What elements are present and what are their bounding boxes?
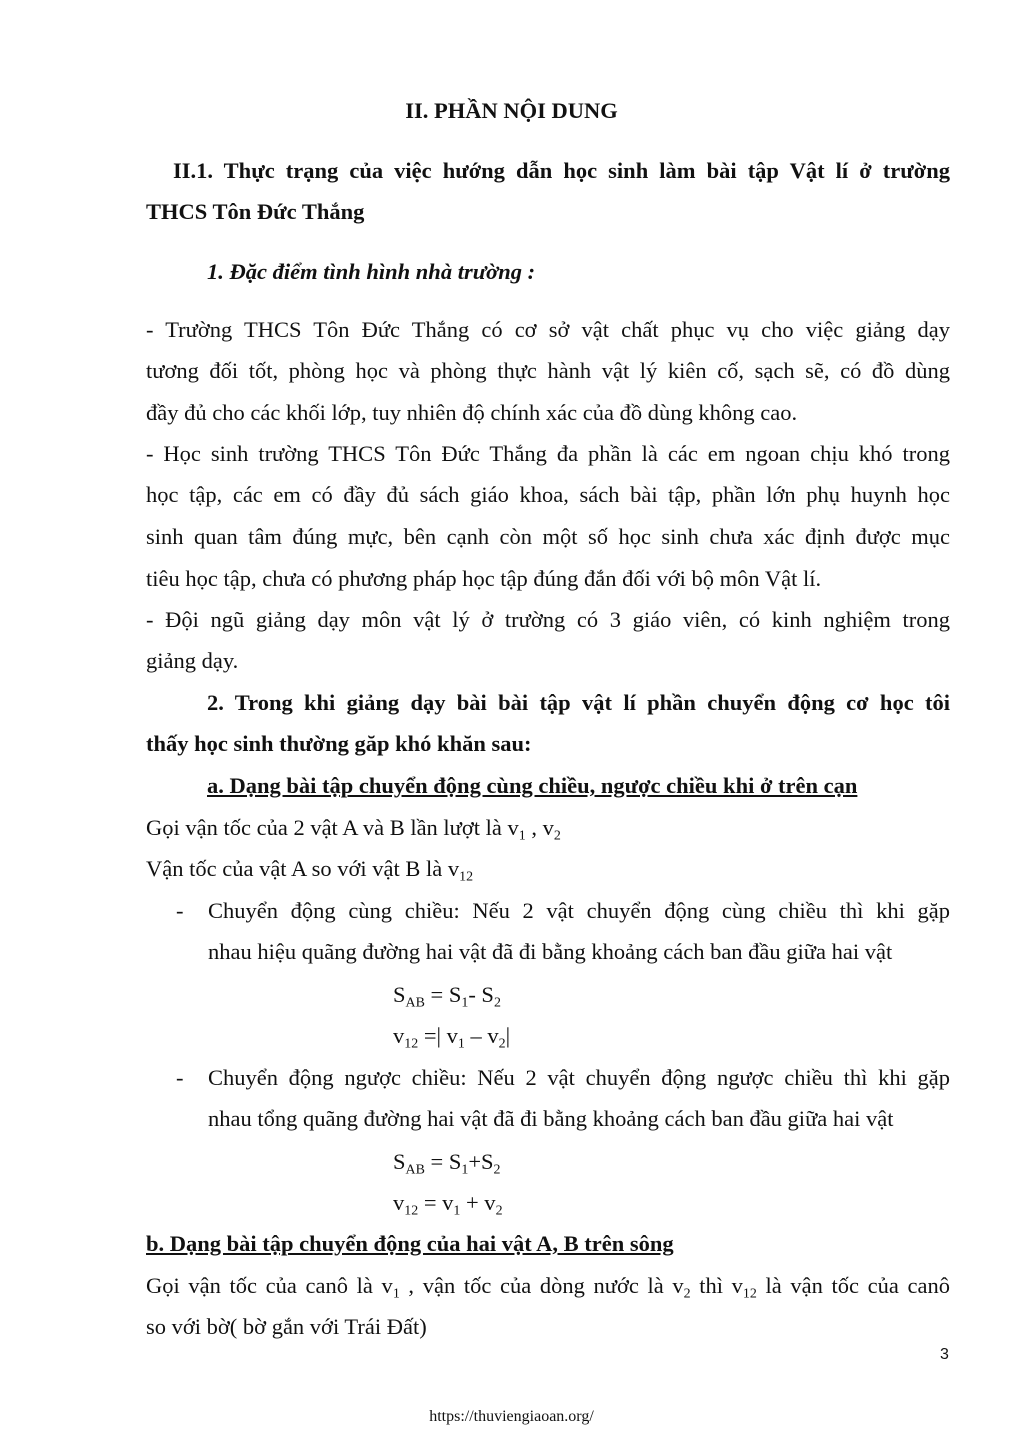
subsection-2-heading-line1: 2. Trong khi giảng dạy bài bài tập vật lí phần chuyển động cơ học tôi xyxy=(207,690,950,715)
equation-sab-difference: $S_{AB} = S_1-$ $S_2$ xyxy=(393,982,501,1011)
subsection-2-heading-line2: thấy học sinh thường găp khó khăn sau: xyxy=(146,731,532,756)
equation-v12-difference: $v_{12}$ =| $v_1 - v_2|$ xyxy=(393,1023,511,1052)
page-number: 3 xyxy=(940,1346,949,1363)
equation-v12-sum: $v_{12} = v_1 + v_2$ xyxy=(393,1190,503,1219)
relative-velocity-line: Vận tốc của vật A so với vật B là $v_{12}$ xyxy=(146,856,474,885)
paragraph-2-line4: tiêu học tập, chưa có phương pháp học tập đúng đắn đối với bộ môn Vật lí. xyxy=(146,566,822,591)
case-1-line1: Chuyển động cùng chiều: Nếu 2 vật chuyển động cùng chiều thì khi gặp xyxy=(208,898,950,923)
case-2-line2: nhau tổng quãng đường hai vật đã đi bằng khoảng cách ban đầu giữa hai vật xyxy=(208,1106,894,1131)
subsection-1-heading: 1. Đặc điểm tình hình nhà trường : xyxy=(207,259,536,284)
velocity-definition-line: Gọi vận tốc của 2 vật A và B lần lượt là $v_1$ , $v_2$ xyxy=(146,815,561,844)
section-heading-line1: II.1. Thực trạng của việc hướng dẫn học sinh làm bài tập Vật lí ở trường xyxy=(173,158,950,183)
equation-sab-sum: $S_{AB} = S_1+S_2$ xyxy=(393,1149,501,1178)
paragraph-3-line1: - Đội ngũ giảng dạy môn vật lý ở trường có 3 giáo viên, có kinh nghiệm trong xyxy=(146,607,950,632)
list-dash-1: - xyxy=(176,898,184,923)
case-1-line2: nhau hiệu quãng đường hai vật đã đi bằng khoảng cách ban đầu giữa hai vật xyxy=(208,939,893,964)
paragraph-3-line2: giảng dạy. xyxy=(146,648,239,673)
section-heading-line2: THCS Tôn Đức Thắng xyxy=(146,199,365,224)
paragraph-2-line3: sinh quan tâm đúng mực, bên cạnh còn một số học sinh chưa xác định được mục xyxy=(146,524,950,549)
list-dash-2: - xyxy=(176,1065,184,1090)
paragraph-1-line1: - Trường THCS Tôn Đức Thắng có cơ sở vật chất phục vụ cho việc giảng dạy xyxy=(146,317,950,342)
subsection-2a-heading: a. Dạng bài tập chuyển động cùng chiều, ngược chiều khi ở trên cạn xyxy=(207,773,858,798)
case-2-line1: Chuyển động ngược chiều: Nếu 2 vật chuyển động ngược chiều thì khi gặp xyxy=(208,1065,950,1090)
bank-reference-line: so với bờ( bờ gắn với Trái Đất) xyxy=(146,1314,427,1339)
paragraph-1-line2: tương đối tốt, phòng học và phòng thực hành vật lý kiên cố, sạch sẽ, có đồ dùng xyxy=(146,358,950,383)
subsection-2b-heading: b. Dạng bài tập chuyển động của hai vật A, B trên sông xyxy=(146,1231,674,1256)
paragraph-1-line3: đầy đủ cho các khối lớp, tuy nhiên độ chính xác của đồ dùng không cao. xyxy=(146,400,798,425)
paragraph-2-line1: - Học sinh trường THCS Tôn Đức Thắng đa phần là các em ngoan chịu khó trong xyxy=(146,441,950,466)
chapter-heading: II. PHẦN NỘI DUNG xyxy=(405,98,618,123)
canoe-velocity-line: Gọi vận tốc của canô là $v_1$ , vận tốc của dòng nước là $v_2$ thì $v_{12}$ là vận tốc của canô xyxy=(146,1273,950,1302)
paragraph-2-line2: học tập, các em có đầy đủ sách giáo khoa, sách bài tập, phần lớn phụ huynh học xyxy=(146,482,950,507)
footer-url: https://thuviengiaoan.org/ xyxy=(429,1408,594,1425)
